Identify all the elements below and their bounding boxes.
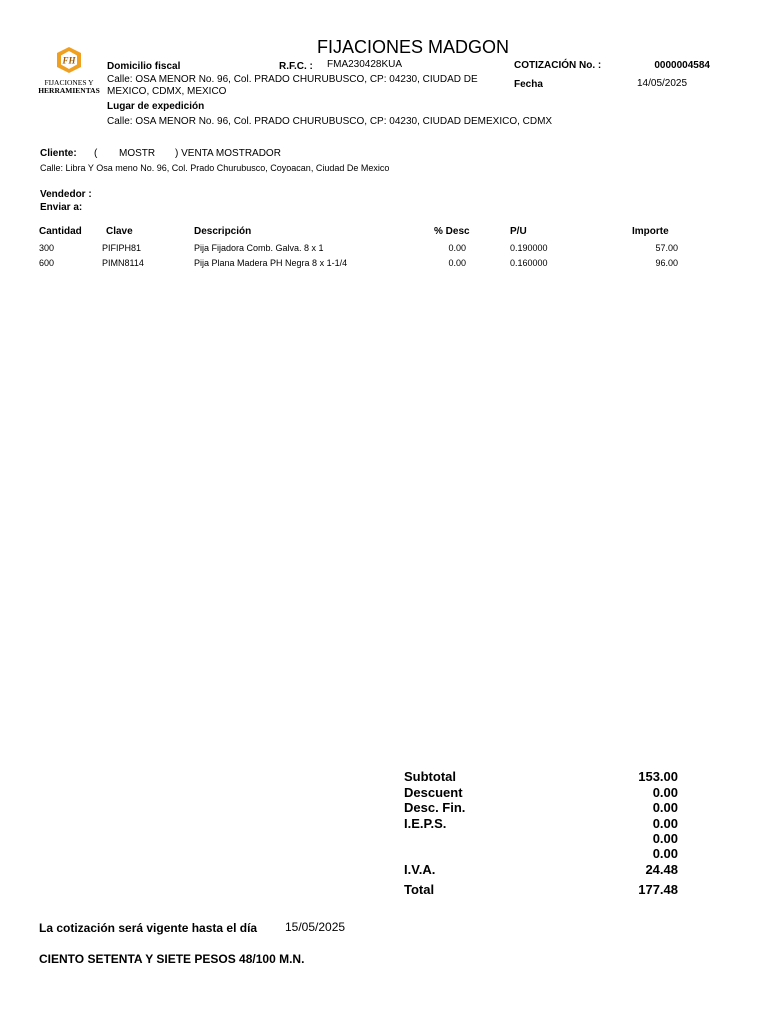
header-desc: % Desc bbox=[434, 226, 470, 237]
logo-monogram: FH bbox=[62, 55, 76, 66]
rfc-value: FMA230428KUA bbox=[327, 59, 403, 70]
quote-number-label: COTIZACIÓN No. : bbox=[514, 60, 602, 71]
header-cantidad: Cantidad bbox=[39, 226, 82, 237]
client-label: Cliente: bbox=[40, 148, 77, 159]
company-name: FIJACIONES MADGON bbox=[317, 37, 510, 57]
row-descripcion: Pija Fijadora Comb. Galva. 8 x 1 bbox=[194, 243, 324, 253]
logo-line1: FIJACIONES Y bbox=[44, 78, 94, 87]
quote-number: 0000004584 bbox=[654, 60, 710, 71]
company-logo bbox=[38, 45, 100, 100]
row-pu: 0.190000 bbox=[510, 243, 548, 253]
header-descripcion: Descripción bbox=[194, 226, 252, 237]
lugar-line: Calle: OSA MENOR No. 96, Col. PRADO CHURUBUSCO, CP: 04230, CIUDAD DEMEXICO, CDMX bbox=[107, 116, 553, 127]
header-importe: Importe bbox=[632, 226, 669, 237]
total-label-descuento: Descuent bbox=[404, 785, 463, 800]
row-desc: 0.00 bbox=[448, 258, 466, 268]
validity-date: 15/05/2025 bbox=[285, 920, 346, 934]
quote-date-label: Fecha bbox=[514, 79, 543, 90]
row-cantidad: 300 bbox=[39, 243, 55, 253]
validity-label: La cotización será vigente hasta el día bbox=[39, 921, 258, 935]
hexagon-logo-icon bbox=[38, 45, 100, 75]
row-importe: 96.00 bbox=[655, 258, 678, 268]
row-desc: 0.00 bbox=[448, 243, 466, 253]
total-value-total: 177.48 bbox=[638, 882, 678, 897]
domicilio-label: Domicilio fiscal bbox=[107, 61, 181, 72]
ship-label: Enviar a: bbox=[40, 202, 83, 213]
row-pu: 0.160000 bbox=[510, 258, 548, 268]
total-value-extra-1: 0.00 bbox=[652, 831, 678, 846]
seller-label: Vendedor : bbox=[40, 189, 92, 200]
amount-in-words: CIENTO SETENTA Y SIETE PESOS 48/100 M.N. bbox=[39, 952, 305, 966]
total-label-desc-fin: Desc. Fin. bbox=[404, 800, 466, 815]
domicilio-line2: MEXICO, CDMX, MEXICO bbox=[107, 86, 227, 97]
row-clave: PIMN8114 bbox=[102, 258, 144, 268]
total-value-subtotal: 153.00 bbox=[638, 769, 678, 784]
total-value-descuento: 0.00 bbox=[652, 785, 678, 800]
row-cantidad: 600 bbox=[39, 258, 55, 268]
rfc-label: R.F.C. : bbox=[279, 61, 313, 72]
header-clave: Clave bbox=[106, 226, 133, 237]
total-value-iva: 24.48 bbox=[645, 862, 678, 877]
client-open-paren: ( bbox=[94, 148, 98, 159]
quote-date: 14/05/2025 bbox=[637, 78, 688, 89]
row-clave: PIFIPH81 bbox=[102, 243, 142, 253]
row-importe: 57.00 bbox=[655, 243, 678, 253]
total-value-extra-2: 0.00 bbox=[652, 846, 678, 861]
domicilio-line1: Calle: OSA MENOR No. 96, Col. PRADO CHURUBUSCO, CP: 04230, CIUDAD DE bbox=[107, 74, 478, 85]
total-label-iva: I.V.A. bbox=[404, 862, 436, 877]
client-code: MOSTR bbox=[119, 148, 156, 159]
total-value-desc-fin: 0.00 bbox=[652, 800, 678, 815]
total-label-total: Total bbox=[404, 882, 435, 897]
row-descripcion: Pija Plana Madera PH Negra 8 x 1-1/4 bbox=[194, 258, 348, 268]
lugar-label: Lugar de expedición bbox=[107, 101, 205, 112]
total-label-ieps: I.E.P.S. bbox=[404, 816, 447, 831]
total-value-ieps: 0.00 bbox=[652, 816, 678, 831]
client-address: Calle: Libra Y Osa meno No. 96, Col. Prado Churubusco, Coyoacan, Ciudad De Mexico bbox=[40, 163, 390, 173]
total-label-subtotal: Subtotal bbox=[404, 769, 456, 784]
header-pu: P/U bbox=[510, 226, 527, 237]
logo-line2: HERRAMIENTAS bbox=[38, 86, 100, 95]
client-name: ) VENTA MOSTRADOR bbox=[175, 148, 281, 159]
